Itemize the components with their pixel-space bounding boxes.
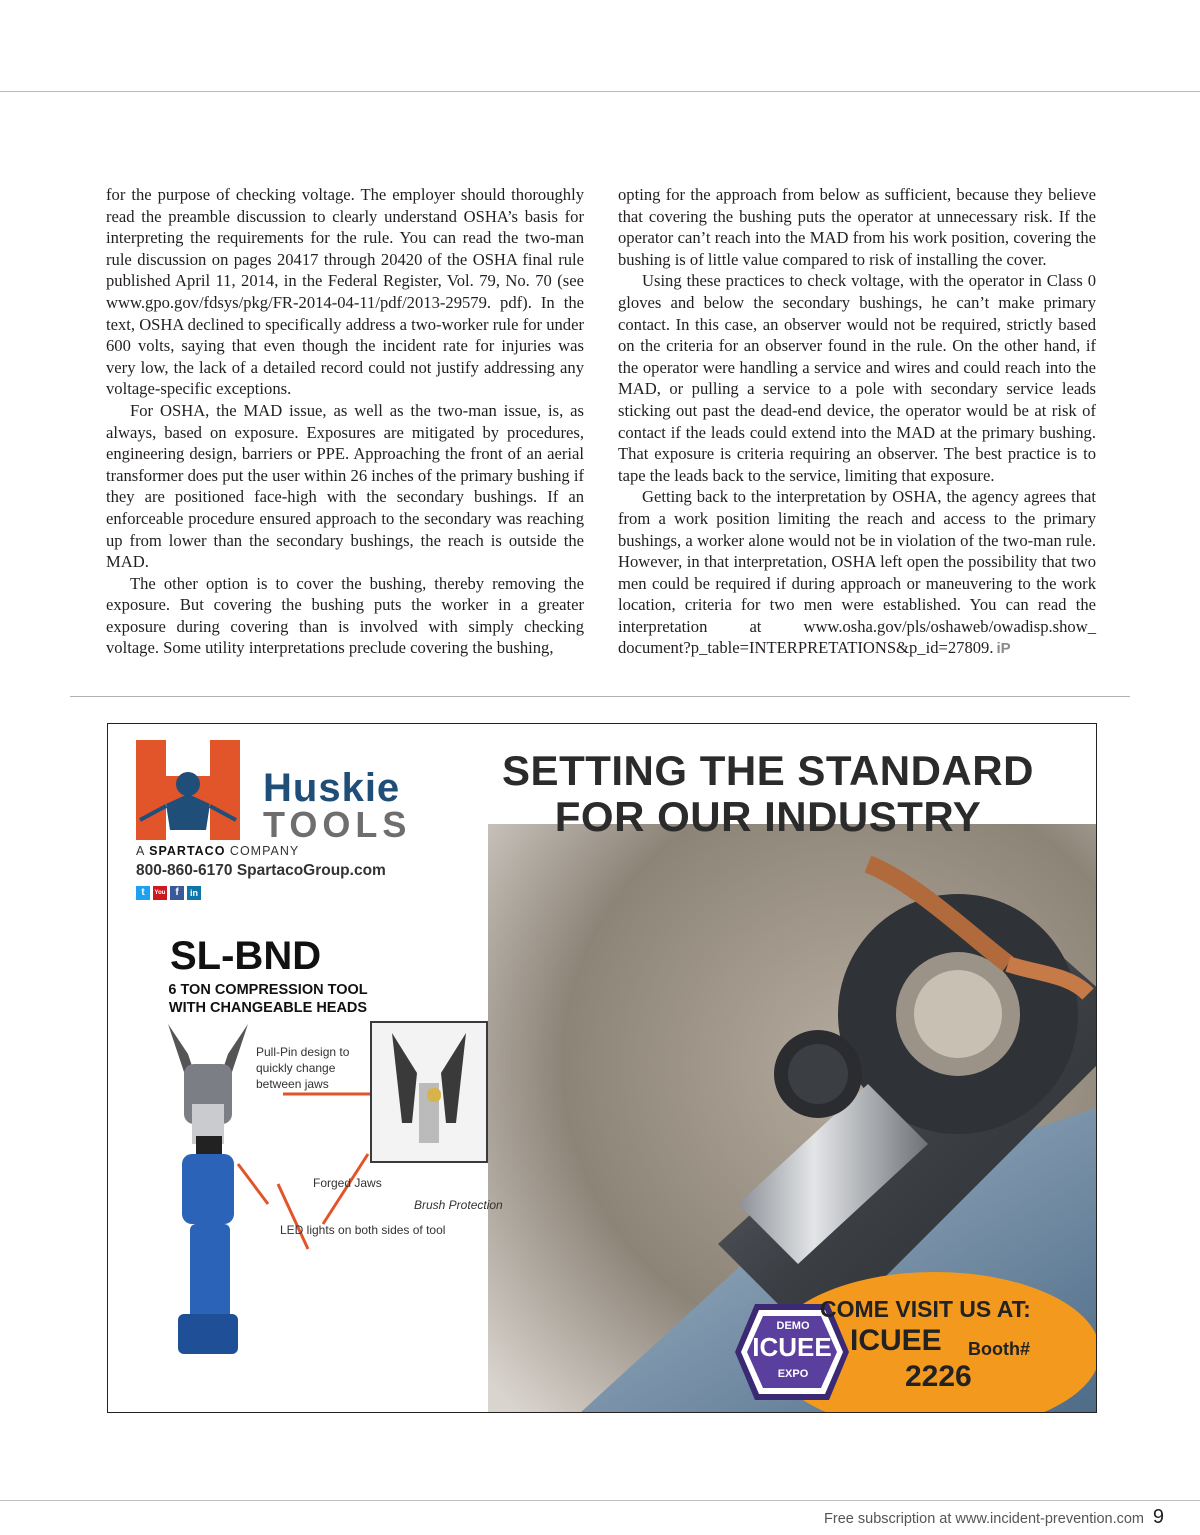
paragraph [618, 486, 1096, 660]
event-name: ICUEE [850, 1324, 942, 1357]
article-column-left [106, 184, 584, 659]
huskie-logo [136, 740, 240, 840]
tagline-company: SPARTACO [149, 844, 226, 858]
callout-forged-jaws: Forged Jaws [313, 1176, 382, 1190]
twitter-icon[interactable]: t [136, 886, 150, 900]
description-line: 6 TON COMPRESSION TOOL [168, 982, 368, 998]
brand-name: Huskie [263, 766, 401, 810]
paragraph: Using these practices to check voltage, with the operator in Class 0 gloves and below the secondary bushings, he can’t make primary contact. In this case, an observer would not be required, strictly based on the criteria for an observer found in the rule. On the other hand, if the operator were handling a service and wires and could reach into the MAD, or pulling a service to a pole with secondary service leads sticking out past the dead-end device, the operator would be at risk of contact if the leads could extend into the MAD at the primary bushing. That exposure is criteria requiring an observer. The best practice is to tape the leads back to the service, limiting that exposure. [618, 271, 1096, 485]
tagline-prefix: A [136, 844, 145, 858]
booth-label: Booth# [968, 1339, 1030, 1359]
linkedin-icon[interactable]: in [187, 886, 201, 900]
tagline-suffix: COMPANY [229, 844, 300, 858]
visit-text: COME VISIT US AT: [820, 1296, 1031, 1322]
paragraph: For OSHA, the MAD issue, as well as the two-man issue, is, as always, based on exposure. Exposures are mitigated by procedures, engineering design, barriers or PPE. Approaching the front of an aerial transformer does put the user within 26 inches of the primary bushing if they are positioned face-high with the secondary bushings. If an enforceable procedure ensured approach to the secondary was reaching up from lower than the secondary bushings, the reach is outside the MAD. [106, 400, 584, 572]
booth-number: 2226 [905, 1360, 972, 1393]
article-column-right [618, 184, 1096, 660]
section-divider [70, 696, 1130, 697]
callout-led-lights: LED lights on both sides of tool [280, 1223, 446, 1237]
badge-demo-text: DEMO [776, 1320, 810, 1332]
contact-line[interactable]: 800-860-6170 SpartacoGroup.com [136, 862, 386, 879]
product-model: SL-BND [170, 934, 322, 978]
paragraph: opting for the approach from below as sufficient, because they believe that covering the bushing puts the operator at unnecessary risk. If the operator can’t reach into the MAD from his work position, covering the bushing is of little value compared to risk of installing the cover. [618, 185, 1096, 269]
badge-expo-text: EXPO [777, 1368, 809, 1380]
advertisement[interactable] [107, 723, 1097, 1413]
youtube-icon[interactable]: You [153, 886, 167, 900]
callout-pull-pin [256, 1044, 349, 1092]
badge-icuee-text: ICUEE [752, 1332, 832, 1362]
paragraph: for the purpose of checking voltage. The employer should thoroughly read the preamble discussion to clearly understand OSHA’s basis for interpreting the requirements for the rule. You can read the two-man rule discussion on pages 20417 through 20420 of the OSHA final rule published April 11, 2014, in the Federal Register, Vol. 79, No. 70 (see www.gpo.gov/fdsys/pkg/FR-2014-04-11/pdf/2013-29579. pdf). In the text, OSHA declined to specifically address a two-worker rule for under 600 volts, saying that even though the incident rate for injuries was very low, the lack of a detailed record could not justify addressing any voltage-specific exceptions. [106, 185, 584, 399]
footer-subscription-link[interactable]: Free subscription at www.incident-prevention.com [824, 1511, 1144, 1527]
jaw-closeup-image [372, 1023, 486, 1161]
page-number: 9 [1152, 1506, 1164, 1528]
description-line: WITH CHANGEABLE HEADS [168, 1000, 368, 1016]
company-tagline [136, 844, 299, 858]
paragraph-text: Getting back to the interpretation by OSHA, the agency agrees that from a work position limiting the reach and access to the primary bushings, a worker alone would not be in violation of the two-man rule. However, in that interpretation, OSHA left open the possibility that two men could be required if during approach or maneuvering to the work location, criteria for two men were established. You can read the interpretation at www.osha.gov/pls/oshaweb/owadisp.show_ document?p_table=INTERPRETATIONS&p_id=27809. [618, 487, 1096, 658]
end-of-article-mark: iP [996, 640, 1011, 658]
header-rule [0, 91, 1200, 92]
callout-brush-protection: Brush Protection [414, 1198, 503, 1212]
callout-line: between jaws [256, 1077, 329, 1091]
footer-rule [0, 1500, 1200, 1501]
headline-line: FOR OUR INDUSTRY [554, 793, 982, 840]
callout-line: quickly change [256, 1061, 336, 1075]
brand-subname: TOOLS [263, 804, 412, 845]
worker-mascot-icon [136, 740, 240, 840]
callout-line: Pull-Pin design to [256, 1045, 350, 1059]
product-description [148, 981, 388, 1017]
paragraph: The other option is to cover the bushing, thereby removing the exposure. But covering the bushing puts the worker in a greater exposure during covering than is involved with simply checking voltage. Some utility interpretations preclude covering the bushing, [106, 573, 584, 658]
headline-line: SETTING THE STANDARD [502, 747, 1034, 794]
social-links [136, 886, 201, 900]
ad-headline [408, 748, 1097, 840]
jaw-detail-inset [370, 1021, 488, 1163]
facebook-icon[interactable]: f [170, 886, 184, 900]
